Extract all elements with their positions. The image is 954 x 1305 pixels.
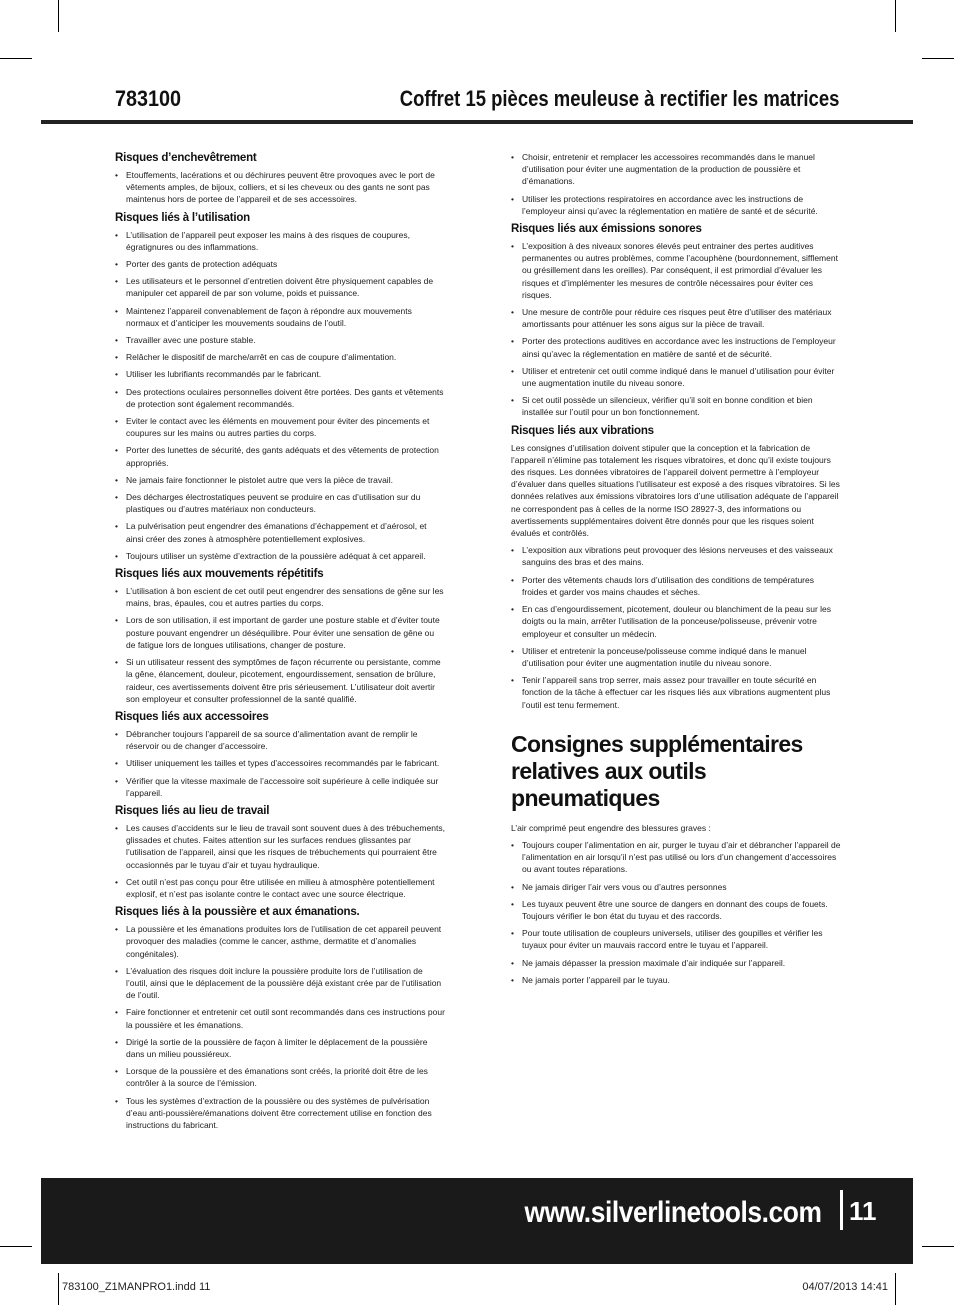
list-item: • L’utilisation de l’appareil peut exposer les mains à des risques de coupures, égratignures ou des inflammations. [115,229,445,253]
list-item: • Toujours utiliser un système d’extraction de la poussière adéquat à cet appareil. [115,550,445,562]
list-item: • En cas d’engourdissement, picotement, douleur ou blanchiment de la peau sur les doigts ou la main, arrêter l’utilisation de la ponceuse/polisseuse, prévenir votre employeur et consulter un médecin. [511,603,841,640]
bullet-list [115,169,445,206]
list-item: • Faire fonctionner et entretenir cet outil sont recommandés dans ces instructions pour la poussière et les émanations. [115,1006,445,1030]
list-item: • L’exposition aux vibrations peut provoquer des lésions nerveuses et des vaisseaux sanguins des bras et des mains. [511,544,841,568]
list-item: • Pour toute utilisation de coupleurs universels, utiliser des goupilles et vérifier les tuyaux pour éviter un mauvais raccord entre le tuyau et l’appareil. [511,927,841,951]
page-number: 11 [849,1196,877,1226]
section-heading: Risques liés aux vibrations [511,424,654,437]
crop-mark [922,1246,954,1247]
list-item: • L’exposition à des niveaux sonores élevés peut entrainer des pertes auditives permanentes ou autres problèmes, comme l’acouphène (bourdonnement, sifflement ou grésillement dans les oreilles). Par conséquent, il est primordial d’évaluer les risques et d’implémenter les mesures de contrôle nécessaires pour éviter ces risques. [511,240,841,301]
crop-mark [895,1273,896,1305]
list-item: • Les utilisateurs et le personnel d’entretien doivent être physiquement capables de manipuler cet appareil de par son volume, poids et puissance. [115,275,445,299]
list-item: • Les tuyaux peuvent être une source de dangers en donnant des coups de fouets. Toujours vérifier le bon état du tuyau et des raccords. [511,898,841,922]
list-item: • Eviter le contact avec les éléments en mouvement pour éviter des pincements et coupures sur les mains ou autres parties du corps. [115,415,445,439]
page-header [41,86,913,122]
bullet-list [115,923,445,1131]
bullet-list [115,229,445,562]
list-item: • Ne jamais diriger l’air vers vous ou d’autres personnes [511,881,841,893]
section-heading: Risques liés au lieu de travail [115,804,270,817]
page-title: Coffret 15 pièces meuleuse à rectifier les matrices [399,86,839,111]
pneumatic-heading-line1: Consignes supplémentaires [511,730,803,757]
list-item: • Vérifier que la vitesse maximale de l’accessoire soit supérieure à celle indiquée sur l’appareil. [115,775,445,799]
list-item: • Porter des vêtements chauds lors d’utilisation des conditions de températures froides et garder vos mains chaudes et sèches. [511,574,841,598]
bullet-list [511,240,841,419]
pneumatic-intro: L’air comprimé peut engendre des blessures graves : [511,822,711,833]
list-item: • Ne jamais faire fonctionner le pistolet autre que vers la pièce de travail. [115,474,445,486]
list-item: • L’utilisation à bon escient de cet outil peut engendrer des sensations de gêne sur les mains, bras, épaules, cou et autres parties du corps. [115,585,445,609]
list-item: • Une mesure de contrôle pour réduire ces risques peut être d’utiliser des matériaux amortissants pour atténuer les sons aigus sur la pièce de travail. [511,306,841,330]
section-heading: Risques liés aux mouvements répétitifs [115,568,324,581]
crop-mark [0,58,32,59]
list-item: • Lorsque de la poussière et des émanations sont créés, la priorité doit être de les contrôler à la source de l’émission. [115,1065,445,1089]
list-item: • Maintenez l’appareil convenablement de façon à répondre aux mouvements normaux et d’anticiper les mouvements soudains de l’outil. [115,305,445,329]
list-item: • La pulvérisation peut engendrer des émanations d’échappement et d’aérosol, et ainsi créer des zones à atmosphère potentiellement explosives. [115,520,445,544]
list-item: • Des décharges électrostatiques peuvent se produire en cas d’utilisation sur du plastiques ou d’autres matériaux non conducteurs. [115,491,445,515]
section-heading: Risques liés à la poussière et aux émanations. [115,906,360,919]
list-item: • Porter des gants de protection adéquats [115,258,445,270]
list-item: • Utiliser les lubrifiants recommandés par le fabricant. [115,368,445,380]
list-item: • Utiliser et entretenir cet outil comme indiqué dans le manuel d’utilisation pour éviter une augmentation inutile du niveau sonore. [511,365,841,389]
footer-bar [41,1178,913,1264]
section-heading: Risques liés aux accessoires [115,710,269,723]
crop-mark [58,0,59,32]
pneumatic-heading [511,731,841,812]
right-sections [511,222,841,711]
list-item: • Utiliser et entretenir la ponceuse/polisseuse comme indiqué dans le manuel d’utilisation pour éviter une augmentation inutile du niveau sonore. [511,645,841,669]
list-item: • Tenir l’appareil sans trop serrer, mais assez pour travailler en toute sécurité en fonction de la tâche à effectuer car les risques liés aux vibrations augmentent plus l’outil est tenu fermement. [511,674,841,711]
page-divider [840,1190,843,1230]
left-column [115,151,445,1136]
list-item: • Lors de son utilisation, il est important de garder une posture stable et d’éviter toute posture pouvant engendrer un déséquilibre. Pour éviter une sensation de gêne ou de fatigue lors de longues utilisations, changer de posture. [115,614,445,651]
pneumatic-list [511,839,841,986]
list-item: • Ne jamais dépasser la pression maximale d’air indiquée sur l’appareil. [511,957,841,969]
right-column [511,151,841,991]
list-item: • L’évaluation des risques doit inclure la poussière produite lors de l’utilisation de l’outil, ainsi que le déplacement de la poussière déjà existant crée par de l’utilisation de l’outil. [115,965,445,1002]
section-heading: Risques liés aux émissions sonores [511,223,702,236]
slug-datetime: 04/07/2013 14:41 [802,1281,888,1293]
list-item: • Toujours couper l’alimentation en air, purger le tuyau d’air et débrancher l’appareil de l’alimentation en air lorsqu’il n’est pas utilisé ou lors d’un changement d’accessoires ou avant toutes réparations. [511,839,841,876]
model-number: 783100 [115,86,182,111]
list-item: • Travailler avec une posture stable. [115,334,445,346]
section-paragraph: Les consignes d’utilisation doivent stipuler que la conception et la fabrication de l’appareil n’élimine pas totalement les risques vibratoires, et donc qu’il existe toujours des risques. Les données vibratoires de l’appareil doivent permettre à l’employeur d’évaluer dans quelles situations l’utilisateur est exposé a des risques vibratoires. Si les données relatives aux émissions vibratoires lors d’une utilisation adéquate de l’appareil ne correspondent pas à celles de la norme ISO 28927-3, des informations ou avertissements supplémentaires doivent être donnés pour que les risques soient évalués et contrôlés. [511,442,840,539]
list-item: • Utiliser uniquement les tailles et types d’accessoires recommandés par le fabricant. [115,757,445,769]
list-item: • Porter des lunettes de sécurité, des gants adéquats et des vêtements de protection appropriés. [115,444,445,468]
list-item: • Si cet outil possède un silencieux, vérifier qu’il soit en bonne condition et bien installée sur l’outil pour un bon fonctionnement. [511,394,841,418]
list-item: • Etouffements, lacérations et ou déchirures peuvent être provoques avec le port de vêtements amples, de bijoux, colliers, et si les cheveux ou des gants ne sont pas maintenus hors de portee de l’appareil et de ses accessoires. [115,169,445,206]
crop-mark [922,58,954,59]
list-item: • Relâcher le dispositif de marche/arrêt en cas de coupure d’alimentation. [115,351,445,363]
list-item: • Les causes d’accidents sur le lieu de travail sont souvent dues à des trébuchements, glissades et chutes. Faites attention sur les surfaces rendues glissantes par l’utilisation de l’appareil, ainsi que les risques de trébuchements qui pourraient être occasionnés par le tuyau d’air et tuyau hydraulique. [115,822,445,871]
crop-mark [0,1246,32,1247]
bullet-list [511,544,841,710]
list-item: • Porter des protections auditives en accordance avec les instructions de l’employeur ainsi qu’avec la réglementation en matière de santé et de sécurité. [511,335,841,359]
header-rule [41,120,913,124]
intro-list [511,151,841,217]
website-link[interactable]: www.silverlinetools.com [524,1196,821,1229]
list-item: • Choisir, entretenir et remplacer les accessoires recommandés dans le manuel d’utilisation pour éviter une augmentation de la production de poussière et d’émanations. [511,151,841,188]
bullet-list [115,822,445,900]
crop-mark [58,1273,59,1305]
slug-file: 783100_Z1MANPRO1.indd 11 [62,1281,211,1293]
list-item: • Des protections oculaires personnelles doivent être portées. Des gants et vêtements de protection sont également recommandés. [115,386,445,410]
list-item: • Ne jamais porter l’appareil par le tuyau. [511,974,841,986]
list-item: • Cet outil n’est pas conçu pour être utilisée en milieu à atmosphère potentiellement explosif, et n’est pas isolante contre le contact avec une source électrique. [115,876,445,900]
list-item: • Débrancher toujours l’appareil de sa source d’alimentation avant de remplir le réservoir ou de changer d’accessoire. [115,728,445,752]
list-item: • Si un utilisateur ressent des symptômes de façon récurrente ou persistante, comme la gêne, élancement, douleur, picotement, engourdissement, sensation de brûlure, raideur, ces avertissements doivent être pris sérieusement. L’utilisateur doit avertir son employeur et consulter professionnel de la santé qualifié. [115,656,445,705]
bullet-list [115,585,445,705]
list-item: • La poussière et les émanations produites lors de l’utilisation de cet appareil peuvent provoquer des maladies (comme le cancer, asthme, dermatite et d’anomalies congénitales). [115,923,445,960]
section-heading: Risques liés à l’utilisation [115,211,250,224]
crop-mark [895,0,896,32]
list-item: • Utiliser les protections respiratoires en accordance avec les instructions de l’employeur ainsi qu’avec la réglementation en matière de santé et de sécurité. [511,193,841,217]
list-item: • Tous les systèmes d’extraction de la poussière ou des systèmes de pulvérisation d’eau anti-poussière/émanations doivent être correctement utilise en fonction des instructions du fabricant. [115,1095,445,1132]
bullet-list [115,728,445,799]
section-heading: Risques d’enchevêtrement [115,152,257,164]
pneumatic-heading-line2: relatives aux outils pneumatiques [511,757,707,811]
list-item: • Dirigé la sortie de la poussière de façon à limiter le déplacement de la poussière dans un milieu poussiéreux. [115,1036,445,1060]
